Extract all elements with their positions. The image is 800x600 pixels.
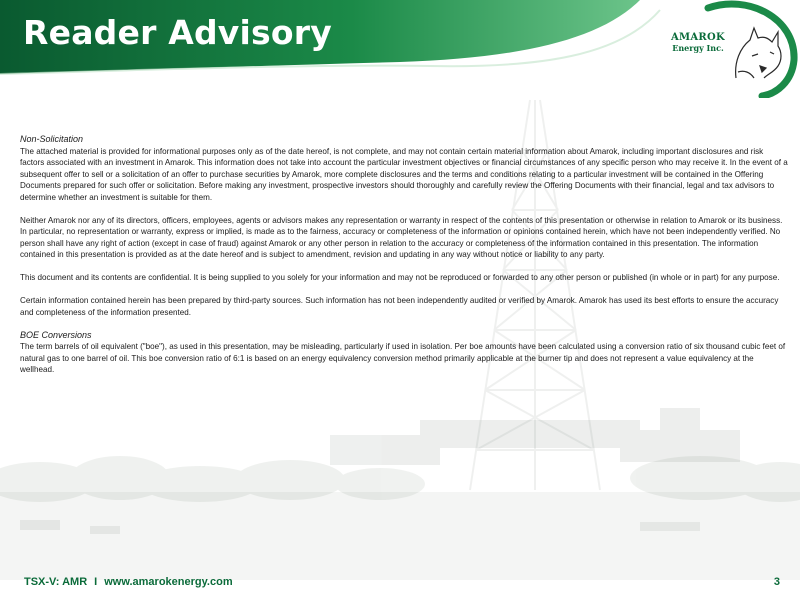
footer-ticker: TSX-V: AMR bbox=[24, 576, 88, 588]
paragraph-boe-conversion: The term barrels of oil equivalent ("boe"), as used in this presentation, may be misleading, particularly if used in isolation. Per boe amounts have been calculated using a conversion ratio of six thousand cubic feet of natural gas to one barrel of oil. This boe conversion ratio of 6:1 is based on an energy equivalency conversion method primarily applicable at the burner tip and does not represent a value equivalency at the wellhead. bbox=[20, 342, 786, 374]
advisory-content bbox=[20, 134, 788, 387]
logo-name: AMAROK bbox=[670, 32, 726, 43]
paragraph-offering-disclosure: The attached material is provided for informational purposes only as of the date hereof, is not complete, and may not contain certain material information about Amarok, including important disclosures and risk factors associated with an investment in Amarok. This information does not take into account the particular investment objectives or financial circumstances of any specific person who may receive it. In the event of a subsequent offer to sell or a solicitation of an offer to purchase securities by Amarok, more complete disclosures and the terms and conditions relating to a particular investment will be contained in the Offering Documents prepared for such offer or solicitation. Before making any investment, prospective investors should thoroughly and carefully review the Offering Documents with their financial, legal and tax advisors to determine whether an investment is suitable for them. bbox=[20, 146, 788, 202]
logo-subtitle: Energy Inc. bbox=[672, 43, 724, 53]
wolf-head-icon bbox=[736, 28, 781, 78]
page-number: 3 bbox=[773, 576, 780, 588]
page-title: Reader Advisory bbox=[23, 13, 332, 52]
paragraph-confidentiality: This document and its contents are confidential. It is being supplied to you solely for your information and may not be reproduced or forwarded to any other person or published (in whole or in part) for any purpose. bbox=[20, 273, 780, 282]
section-heading-boe-conversions: BOE Conversions bbox=[20, 329, 92, 340]
footer-separator: I bbox=[94, 576, 98, 588]
paragraph-third-party-sources: Certain information contained herein has been prepared by third-party sources. Such information has not been independently audited or verified by Amarok. Amarok has used its best efforts to ensure the accuracy and completeness of the information presented. bbox=[20, 296, 779, 317]
footer-website-link[interactable]: www.amarokenergy.com bbox=[104, 576, 233, 588]
paragraph-no-warranty: Neither Amarok nor any of its directors, officers, employees, agents or advisors makes any representation or warranty in respect of the contents of this presentation or otherwise in relation to Amarok or its business. In particular, no representation or warranty, express or implied, is made as to the fairness, accuracy or completeness of the information or opinions contained herein, which have not been independently verified. No person shall have any right of action (except in case of fraud) against Amarok or any other person in relation to the accuracy or completeness of the information contained in this presentation. The information contained in this presentation is provided as at the date hereof and is subject to amendment, revision and updating in any way without notice or liability to any party. bbox=[20, 215, 783, 259]
footer-info bbox=[24, 576, 233, 588]
section-heading-non-solicitation: Non-Solicitation bbox=[20, 134, 84, 144]
